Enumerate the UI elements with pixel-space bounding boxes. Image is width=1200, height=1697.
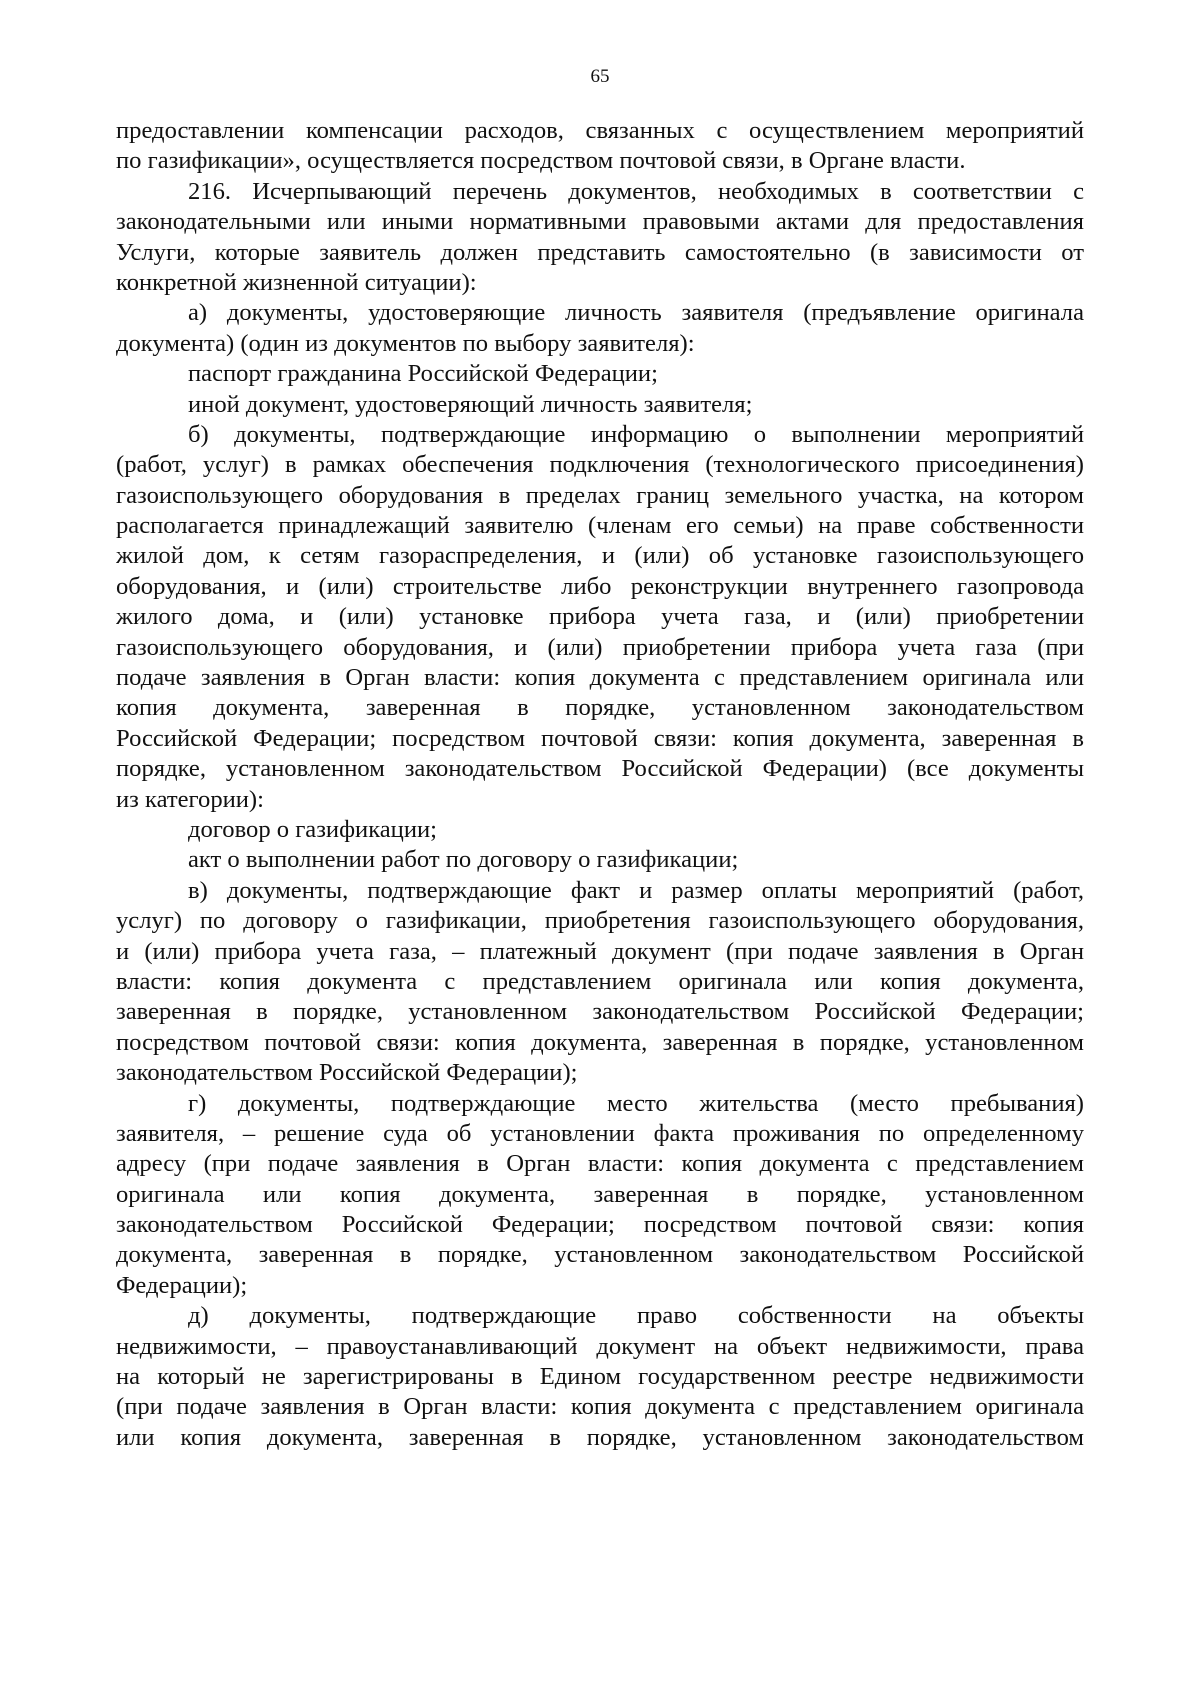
- text-line: иной документ, удостоверяющий личность заявителя;: [188, 390, 753, 418]
- text-line: оригинала или копия документа, заверенная в порядке, установленном: [116, 1180, 1084, 1208]
- text-line: располагается принадлежащий заявителю (членам его семьи) на праве собственности: [116, 512, 1084, 540]
- text-line: посредством почтовой связи: копия документа, заверенная в порядке, установленном: [116, 1028, 1084, 1056]
- text-line: адресу (при подаче заявления в Орган власти: копия документа с представлением: [116, 1150, 1084, 1178]
- text-line: копия документа, заверенная в порядке, установленном законодательством: [116, 694, 1084, 722]
- text-line: законодательством Российской Федерации);: [116, 1059, 578, 1087]
- text-line: из категории):: [116, 785, 264, 813]
- text-line: г) документы, подтверждающие место жительства (место пребывания): [188, 1089, 1084, 1117]
- text-line: заявителя, – решение суда об установлении факта проживания по определенному: [116, 1119, 1084, 1147]
- text-line: Российской Федерации; посредством почтовой связи: копия документа, заверенная в: [116, 724, 1084, 752]
- text-line: документа, заверенная в порядке, установленном законодательством Российской: [116, 1241, 1084, 1269]
- text-line: власти: копия документа с представлением оригинала или копия документа,: [116, 967, 1084, 995]
- text-line: предоставлении компенсации расходов, связанных с осуществлением мероприятий: [116, 117, 1084, 144]
- text-line: заверенная в порядке, установленном законодательством Российской Федерации;: [116, 998, 1084, 1026]
- text-line: акт о выполнении работ по договору о газификации;: [188, 846, 739, 874]
- text-line: услуг) по договору о газификации, приобретения газоиспользующего оборудования,: [116, 907, 1084, 935]
- text-line: оборудования, и (или) строительстве либо реконструкции внутреннего газопровода: [116, 572, 1084, 600]
- text-line: порядке, установленном законодательством Российской Федерации) (все документы: [116, 755, 1084, 783]
- text-line: 216. Исчерпывающий перечень документов, необходимых в соответствии с: [188, 177, 1084, 205]
- text-line: жилой дом, к сетям газораспределения, и (или) об установке газоиспользующего: [116, 542, 1084, 570]
- text-line: газоиспользующего оборудования в пределах границ земельного участка, на котором: [116, 481, 1084, 509]
- text-line: или копия документа, заверенная в порядке, установленном законодательством: [116, 1423, 1084, 1451]
- document-body: [116, 116, 1084, 1453]
- text-line: конкретной жизненной ситуации):: [116, 268, 477, 296]
- text-line: подаче заявления в Орган власти: копия документа с представлением оригинала или: [116, 664, 1084, 692]
- text-line: Федерации);: [116, 1271, 248, 1299]
- text-line: жилого дома, и (или) установке прибора учета газа, и (или) приобретении: [116, 603, 1084, 631]
- text-line: в) документы, подтверждающие факт и размер оплаты мероприятий (работ,: [188, 876, 1084, 904]
- text-line: Услуги, которые заявитель должен представить самостоятельно (в зависимости от: [116, 238, 1084, 266]
- text-line: договор о газификации;: [188, 815, 437, 843]
- text-line: на который не зарегистрированы в Едином государственном реестре недвижимости: [116, 1363, 1084, 1391]
- text-line: и (или) прибора учета газа, – платежный документ (при подаче заявления в Орган: [116, 937, 1084, 965]
- text-line: недвижимости, – правоустанавливающий документ на объект недвижимости, права: [116, 1332, 1084, 1360]
- text-line: б) документы, подтверждающие информацию о выполнении мероприятий: [188, 420, 1084, 448]
- text-line: законодательными или иными нормативными правовыми актами для предоставления: [116, 208, 1084, 236]
- text-line: документа) (один из документов по выбору заявителя):: [116, 329, 695, 357]
- text-line: газоиспользующего оборудования, и (или) приобретении прибора учета газа (при: [116, 633, 1084, 661]
- page-number: 65: [590, 66, 610, 87]
- text-line: а) документы, удостоверяющие личность заявителя (предъявление оригинала: [188, 299, 1084, 327]
- text-line: паспорт гражданина Российской Федерации;: [188, 360, 658, 388]
- text-line: (работ, услуг) в рамках обеспечения подключения (технологического присоединения): [116, 451, 1084, 479]
- text-line: законодательством Российской Федерации; посредством почтовой связи: копия: [116, 1211, 1084, 1239]
- text-line: д) документы, подтверждающие право собственности на объекты: [188, 1302, 1084, 1330]
- text-line: (при подаче заявления в Орган власти: копия документа с представлением оригинала: [116, 1393, 1084, 1421]
- text-line: по газификации», осуществляется посредством почтовой связи, в Органе власти.: [116, 147, 966, 175]
